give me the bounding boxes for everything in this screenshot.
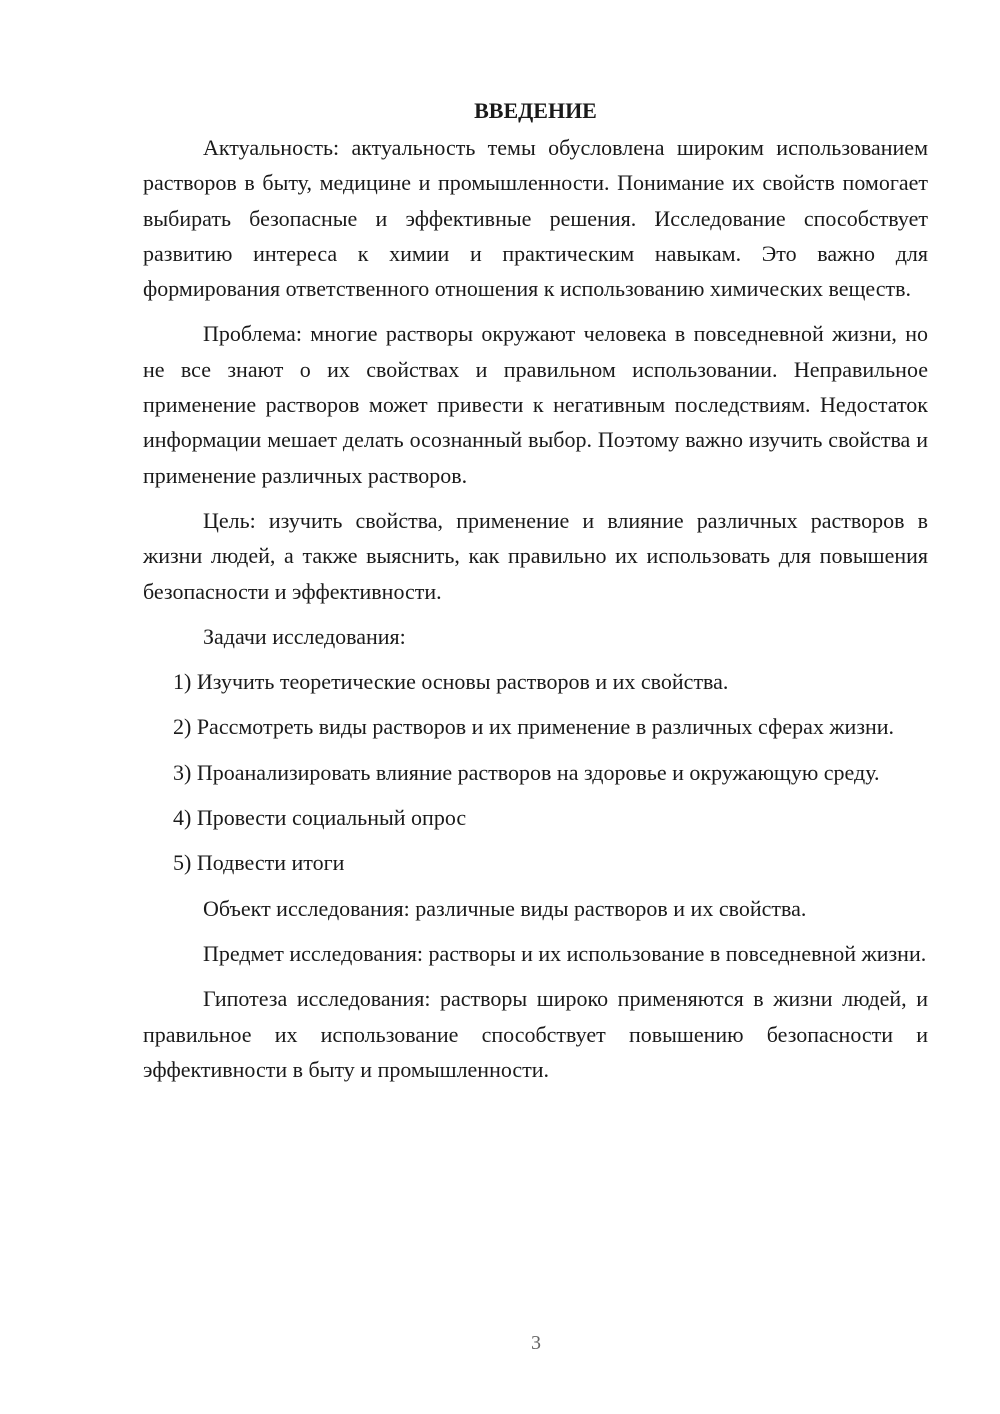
object-paragraph: Объект исследования: различные виды растворов и их свойства.: [203, 895, 807, 921]
tasks-heading: Задачи исследования:: [203, 623, 406, 649]
document-page: [143, 96, 928, 1097]
page-number: 3: [531, 1332, 541, 1354]
subject-paragraph: Предмет исследования: растворы и их использование в повседневной жизни.: [203, 940, 927, 966]
task-item-2: 2) Рассмотреть виды растворов и их применение в различных сферах жизни.: [173, 714, 895, 740]
task-item-3: 3) Проанализировать влияние растворов на здоровье и окружающую среду.: [173, 759, 880, 785]
task-item-4: 4) Провести социальный опрос: [173, 805, 467, 831]
section-heading: ВВЕДЕНИЕ: [474, 98, 597, 123]
task-item-1: 1) Изучить теоретические основы растворов и их свойства.: [173, 669, 729, 695]
problem-paragraph: Проблема: многие растворы окружают человека в повседневной жизни, но не все знают о их свойствах и правильном использовании. Неправильное применение растворов может привести к негативным последствиям. Недостаток информации мешает делать осознанный выбор. Поэтому важно изучить свойства и применение различных растворов.: [143, 321, 928, 488]
goal-paragraph: Цель: изучить свойства, применение и влияние различных растворов в жизни людей, а также выяснить, как правильно их использовать для повышения безопасности и эффективности.: [143, 507, 928, 604]
hypothesis-paragraph: Гипотеза исследования: растворы широко применяются в жизни людей, и правильное их использование способствует повышению безопасности и эффективности в быту и промышленности.: [143, 986, 928, 1082]
task-item-5: 5) Подвести итоги: [173, 850, 345, 876]
relevance-paragraph: Актуальность: актуальность темы обусловлена широким использованием растворов в быту, медицине и промышленности. Понимание их свойств помогает выбирать безопасные и эффективные решения. Исследование способствует развитию интереса к химии и практическим навыкам. Это важно для формирования ответственного отношения к использованию химических веществ.: [143, 135, 928, 302]
